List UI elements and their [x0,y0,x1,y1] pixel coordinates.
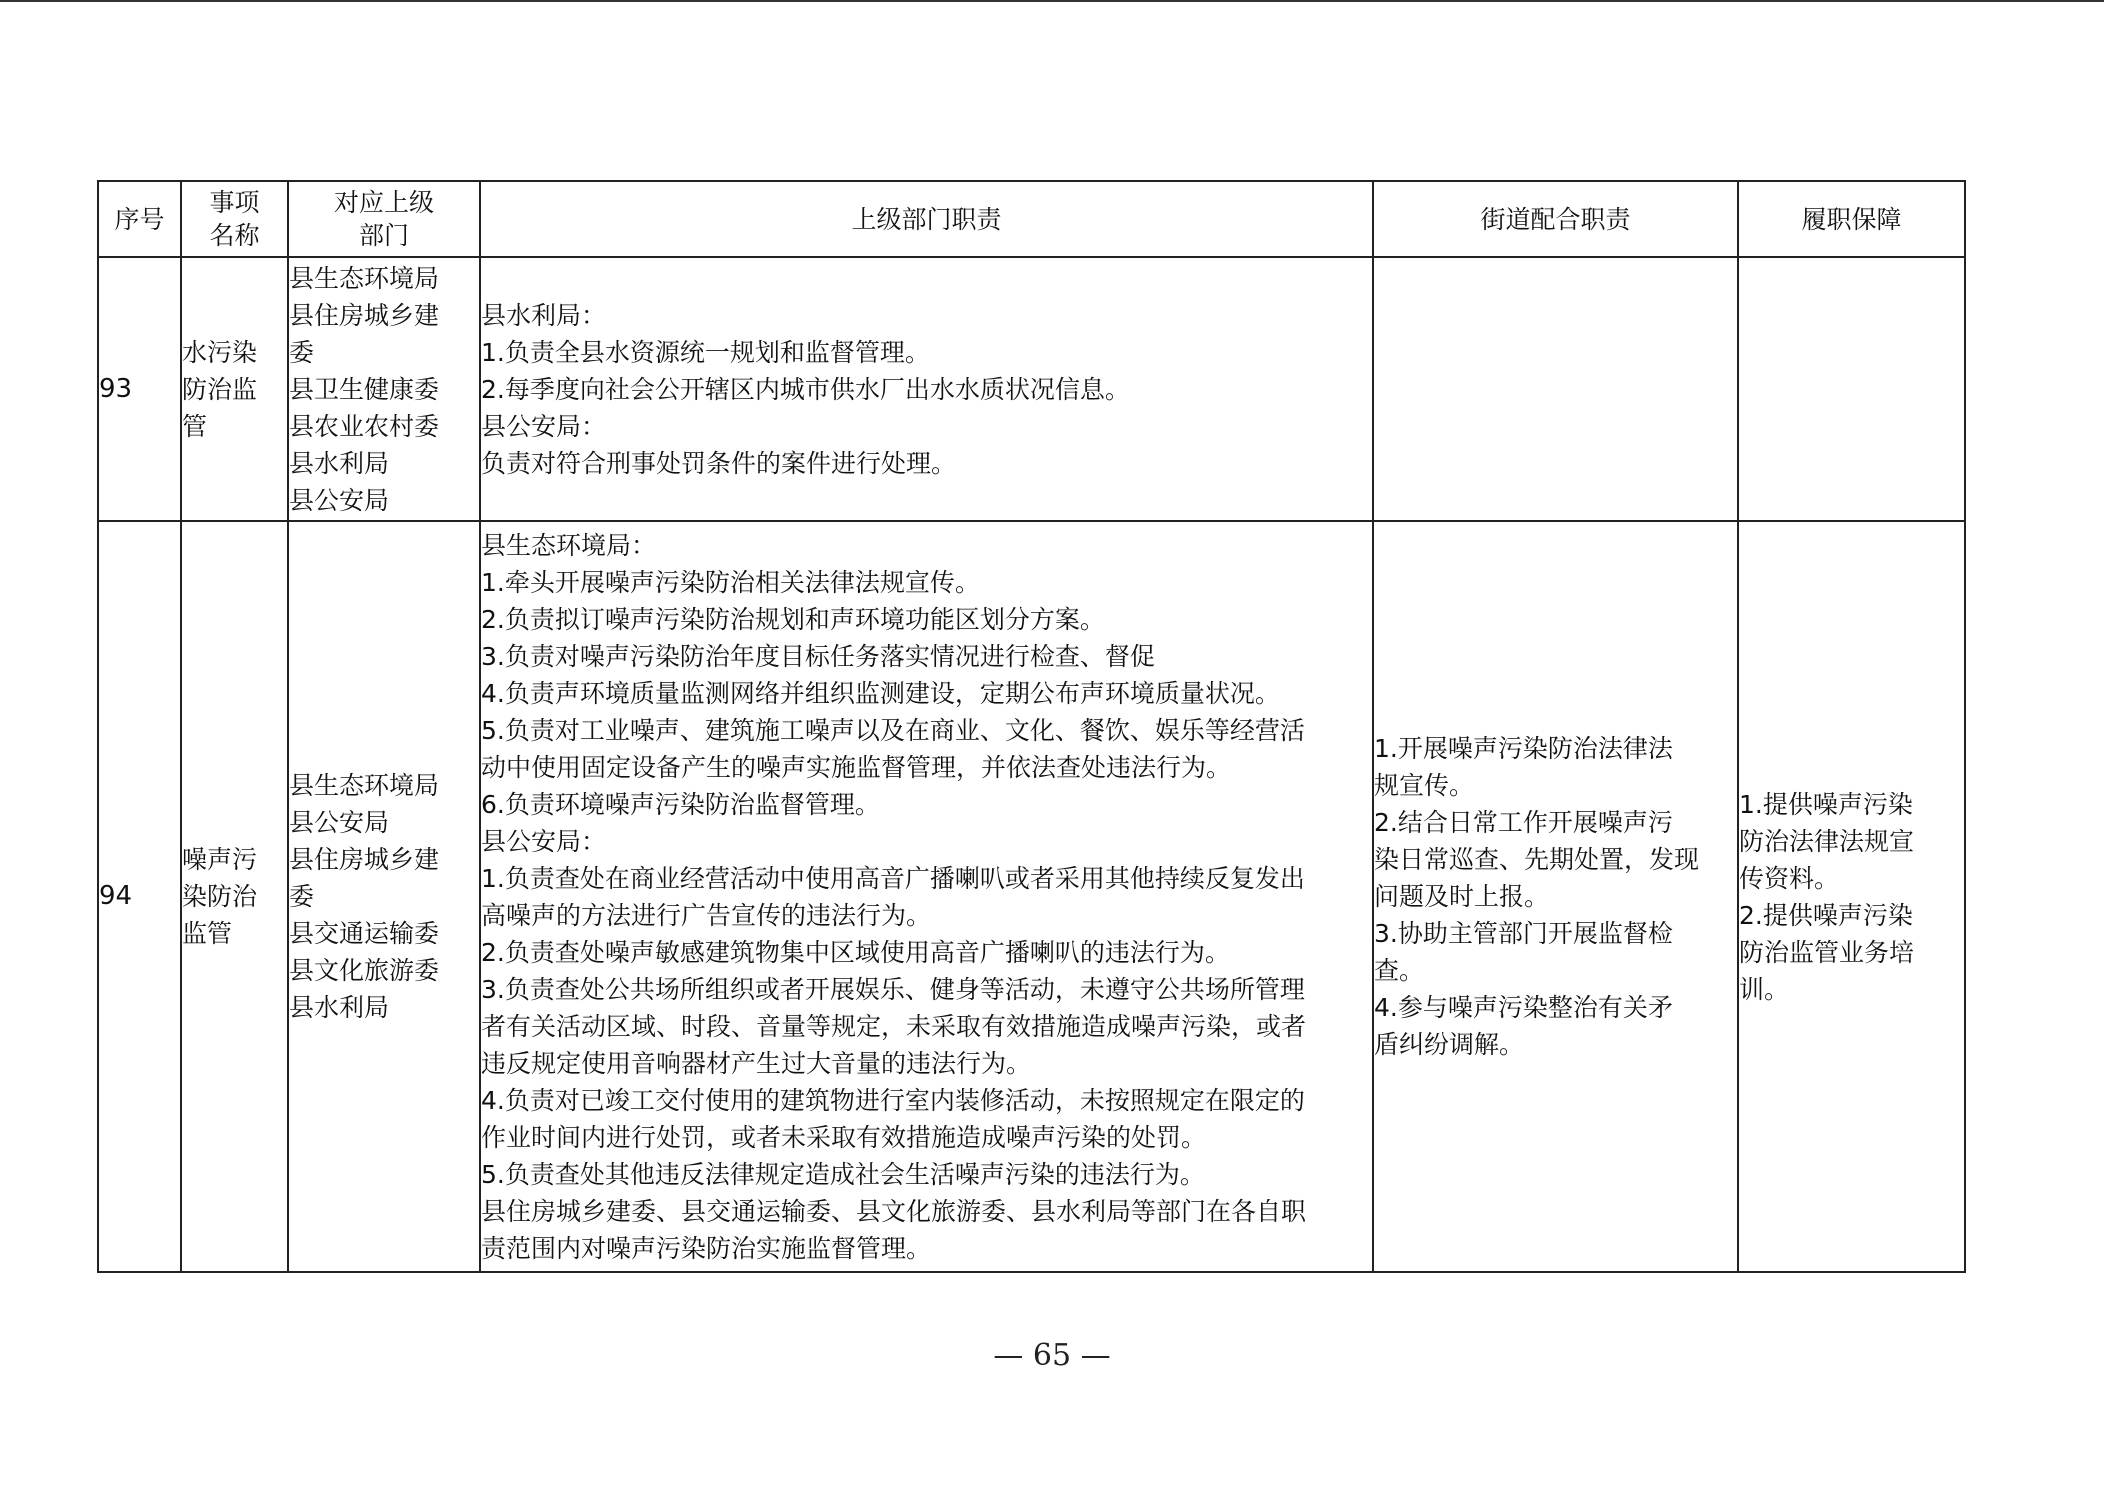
text-line: 县文化旅游委 [289,956,440,985]
text-line: 委 [289,337,315,367]
text-line: 委 [289,882,315,911]
row-departments [288,257,480,521]
header-guarantee [1738,181,1965,257]
text-line: 1.负责全县水资源统一规划和监督管理。 [481,337,930,367]
text-line: 盾纠纷调解。 [1374,1030,1525,1059]
text-line: 序号 [114,204,165,234]
text-line: 履职保障 [1801,204,1902,234]
text-line: 对应上级 [333,188,434,217]
text-line: 县公安局 [289,808,390,837]
text-line: 染日常巡查、先期处置，发现 [1374,845,1700,874]
text-line: 3.负责对噪声污染防治年度目标任务落实情况进行检查、督促 [481,641,1155,671]
text-line: 违反规定使用音响器材产生过大音量的违法行为。 [481,1048,1032,1078]
text-line: 噪声污 [182,845,258,874]
text-line: 问题及时上报。 [1374,882,1550,911]
text-line: 3.负责查处公共场所组织或者开展娱乐、健身等活动，未遵守公共场所管理 [481,974,1305,1004]
text-line: 2.负责拟订噪声污染防治规划和声环境功能区划分方案。 [481,604,1105,634]
row-item-name [181,257,288,521]
text-line: 县生态环境局 [289,263,440,293]
text-line: 防治监管业务培 [1739,937,1915,967]
text-line: 县水利局 [289,993,390,1022]
text-line: 县生态环境局： [481,530,657,560]
text-line: 1.负责查处在商业经营活动中使用高音广播喇叭或者采用其他持续反复发出 [481,863,1305,893]
text-line: 1.开展噪声污染防治法律法 [1374,734,1673,763]
text-line: 训。 [1739,974,1790,1004]
row-street-duties [1373,257,1738,521]
text-line: 4.负责对已竣工交付使用的建筑物进行室内装修活动，未按照规定在限定的 [481,1085,1305,1115]
text-line: 县交通运输委 [289,919,440,948]
text-line: 名称 [209,221,260,250]
text-line: 6.负责环境噪声污染防治监督管理。 [481,789,880,819]
row-item-name [181,521,288,1272]
header-department [288,181,480,257]
row-number: 94 [98,521,181,1272]
text-line: 事项 [209,188,260,217]
text-line: 上级部门职责 [851,204,1002,234]
text-line: 防治法律法规宣 [1739,826,1915,856]
table-row [98,521,1965,1272]
text-line: 县公安局 [289,485,390,515]
text-line: 5.负责对工业噪声、建筑施工噪声以及在商业、文化、餐饮、娱乐等经营活 [481,715,1305,745]
header-superior-duties [480,181,1373,257]
row-superior-duties [480,521,1373,1272]
text-line: 4.负责声环境质量监测网络并组织监测建设，定期公布声环境质量状况。 [481,678,1280,708]
text-line: 2.负责查处噪声敏感建筑物集中区域使用高音广播喇叭的违法行为。 [481,937,1230,967]
text-line: 5.负责查处其他违反法律规定造成社会生活噪声污染的违法行为。 [481,1159,1205,1189]
row-departments [288,521,480,1272]
header-item-name [181,181,288,257]
text-line: 查。 [1374,956,1425,985]
header-street-duties [1373,181,1738,257]
text-line: 作业时间内进行处罚，或者未采取有效措施造成噪声污染的处罚。 [481,1122,1207,1152]
text-line: 管 [182,411,208,441]
row-guarantee [1738,257,1965,521]
text-line: 2.提供噪声污染 [1739,900,1913,930]
text-line: 染防治 [182,882,258,911]
text-line: 1.提供噪声污染 [1739,789,1913,819]
text-line: 负责对符合刑事处罚条件的案件进行处理。 [481,448,957,478]
page-top-border [0,0,2104,2]
text-line: 2.每季度向社会公开辖区内城市供水厂出水水质状况信息。 [481,374,1130,404]
row-street-duties [1373,521,1738,1272]
page-number: — 65 — [993,1338,1111,1373]
text-line: 县公安局： [481,411,607,441]
text-line: 防治监 [182,374,258,404]
text-line: 高噪声的方法进行广告宣传的违法行为。 [481,900,932,930]
text-line: 规宣传。 [1374,771,1475,800]
text-line: 动中使用固定设备产生的噪声实施监督管理，并依法查处违法行为。 [481,752,1232,782]
text-line: 县住房城乡建 [289,300,440,330]
duty-table [97,180,1966,1273]
text-line: 县公安局： [481,826,607,856]
text-line: 县农业农村委 [289,411,440,441]
table-header-row [98,181,1965,257]
text-line: 县住房城乡建委、县交通运输委、县文化旅游委、县水利局等部门在各自职 [481,1196,1307,1226]
text-line: 街道配合职责 [1480,204,1631,234]
text-line: 县水利局： [481,300,607,330]
text-line: 监管 [182,919,233,948]
text-line: 县生态环境局 [289,771,440,800]
text-line: 1.牵头开展噪声污染防治相关法律法规宣传。 [481,567,980,597]
text-line: 责范围内对噪声污染防治实施监督管理。 [481,1233,932,1263]
text-line: 3.协助主管部门开展监督检 [1374,919,1673,948]
header-number [98,181,181,257]
text-line: 县水利局 [289,448,390,478]
row-guarantee [1738,521,1965,1272]
text-line: 水污染 [182,337,258,367]
row-superior-duties [480,257,1373,521]
text-line: 县住房城乡建 [289,845,440,874]
text-line: 4.参与噪声污染整治有关矛 [1374,993,1673,1022]
text-line: 者有关活动区域、时段、音量等规定，未采取有效措施造成噪声污染，或者 [481,1011,1307,1041]
text-line: 传资料。 [1739,863,1840,893]
table-row [98,257,1965,521]
text-line: 部门 [358,221,409,250]
text-line: 县卫生健康委 [289,374,440,404]
row-number: 93 [98,257,181,521]
text-line: 2.结合日常工作开展噪声污 [1374,808,1673,837]
